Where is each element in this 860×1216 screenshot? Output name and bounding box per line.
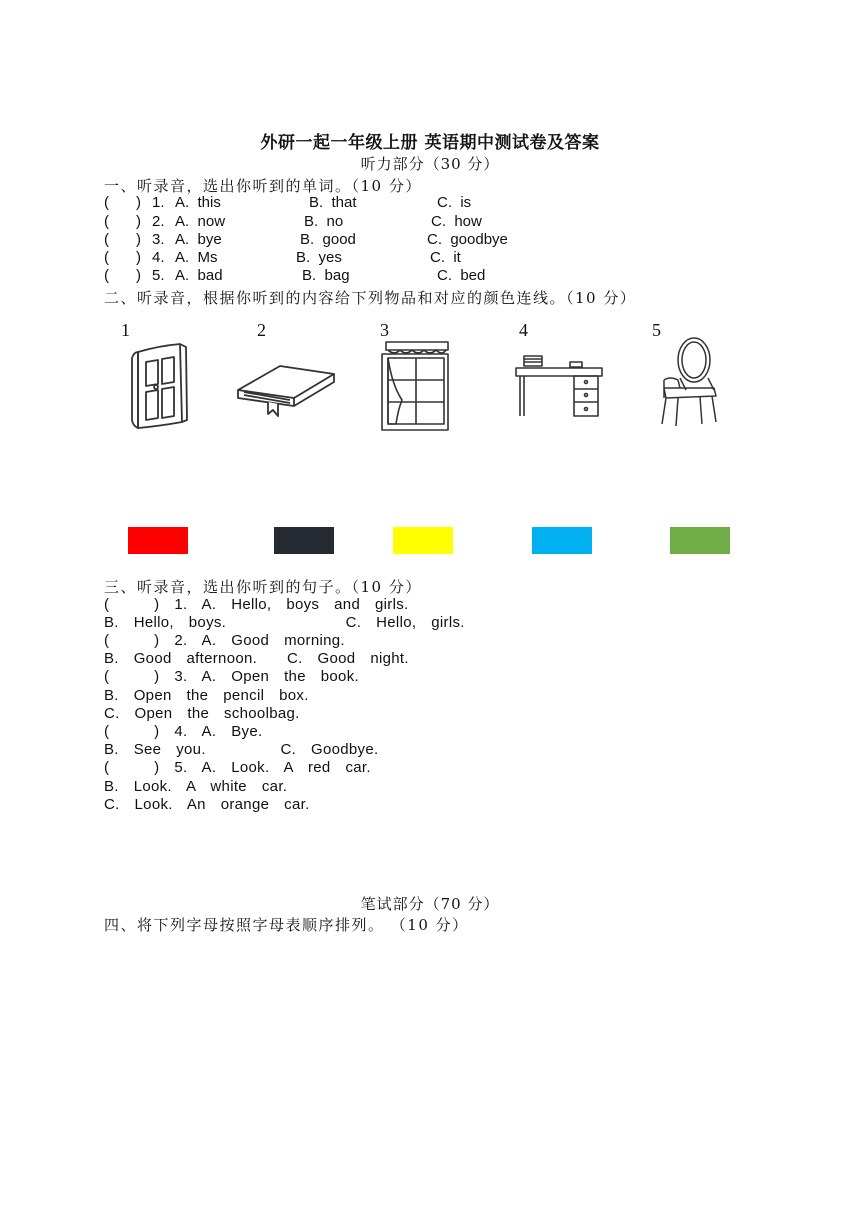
answer-paren-open: ( xyxy=(104,267,109,284)
question-row xyxy=(104,249,461,267)
question-number: 1. xyxy=(152,194,165,211)
window-icon xyxy=(380,340,452,432)
option-a: A. now xyxy=(175,213,226,230)
sentence-line: ( ) 1. A. Hello, boys and girls. xyxy=(104,596,409,613)
answer-paren-open: ( xyxy=(104,231,109,248)
color-swatch-yellow xyxy=(393,527,453,554)
color-swatch-black xyxy=(274,527,334,554)
page-title: 外研一起一年级上册 英语期中测试卷及答案 xyxy=(260,133,600,153)
item-number: 3 xyxy=(380,320,389,340)
section-3-heading: 三、听录音，选出你听到的句子。（10 分） xyxy=(104,578,422,596)
answer-paren-close: ) xyxy=(136,231,141,248)
item-number: 4 xyxy=(519,320,528,340)
answer-paren-close: ) xyxy=(136,249,141,266)
option-b: B. that xyxy=(309,194,357,211)
sentence-line: B. Look. A white car. xyxy=(104,778,288,795)
sentence-line: B. Hello, boys. C. Hello, girls. xyxy=(104,614,465,631)
sentence-line: B. Good afternoon. C. Good night. xyxy=(104,650,409,667)
question-row xyxy=(104,231,508,249)
question-number: 5. xyxy=(152,267,165,284)
color-swatch-red xyxy=(128,527,188,554)
answer-paren-close: ) xyxy=(136,213,141,230)
option-c: C. goodbye xyxy=(427,231,508,248)
chair-icon xyxy=(656,336,722,428)
question-row xyxy=(104,267,486,285)
option-c: C. is xyxy=(437,194,472,211)
section-4-heading: 四、将下列字母按照字母表顺序排列。 （10 分） xyxy=(104,916,469,934)
item-number: 5 xyxy=(652,320,661,340)
question-number: 4. xyxy=(152,249,165,266)
question-row xyxy=(104,213,482,231)
answer-paren-open: ( xyxy=(104,249,109,266)
option-b: B. no xyxy=(304,213,344,230)
option-b: B. yes xyxy=(296,249,342,266)
desk-icon xyxy=(514,352,604,418)
option-b: B. good xyxy=(300,231,356,248)
answer-paren-open: ( xyxy=(104,213,109,230)
item-number: 2 xyxy=(257,320,266,340)
option-a: A. Ms xyxy=(175,249,218,266)
color-swatch-green xyxy=(670,527,730,554)
color-swatch-blue xyxy=(532,527,592,554)
sentence-line: C. Look. An orange car. xyxy=(104,796,310,813)
sentence-line: ( ) 5. A. Look. A red car. xyxy=(104,759,371,776)
listening-header: 听力部分（30 分） xyxy=(360,155,500,173)
question-row xyxy=(104,194,472,212)
option-c: C. bed xyxy=(437,267,486,284)
answer-paren-open: ( xyxy=(104,194,109,211)
door-icon xyxy=(128,340,192,430)
question-number: 2. xyxy=(152,213,165,230)
question-number: 3. xyxy=(152,231,165,248)
item-number: 1 xyxy=(121,320,130,340)
option-a: A. bye xyxy=(175,231,222,248)
option-a: A. this xyxy=(175,194,221,211)
sentence-line: ( ) 3. A. Open the book. xyxy=(104,668,359,685)
section-1-heading: 一、听录音，选出你听到的单词。（10 分） xyxy=(104,177,422,195)
answer-paren-close: ) xyxy=(136,194,141,211)
option-c: C. it xyxy=(430,249,461,266)
sentence-line: C. Open the schoolbag. xyxy=(104,705,300,722)
sentence-line: ( ) 4. A. Bye. xyxy=(104,723,263,740)
answer-paren-close: ) xyxy=(136,267,141,284)
option-c: C. how xyxy=(431,213,482,230)
option-a: A. bad xyxy=(175,267,223,284)
sentence-line: ( ) 2. A. Good morning. xyxy=(104,632,345,649)
sentence-line: B. Open the pencil box. xyxy=(104,687,309,704)
sentence-line: B. See you. C. Goodbye. xyxy=(104,741,379,758)
option-b: B. bag xyxy=(302,267,350,284)
writing-header: 笔试部分（70 分） xyxy=(360,895,500,913)
book-icon xyxy=(236,360,336,418)
section-2-heading: 二、听录音，根据你听到的内容给下列物品和对应的颜色连线。（10 分） xyxy=(104,289,637,307)
